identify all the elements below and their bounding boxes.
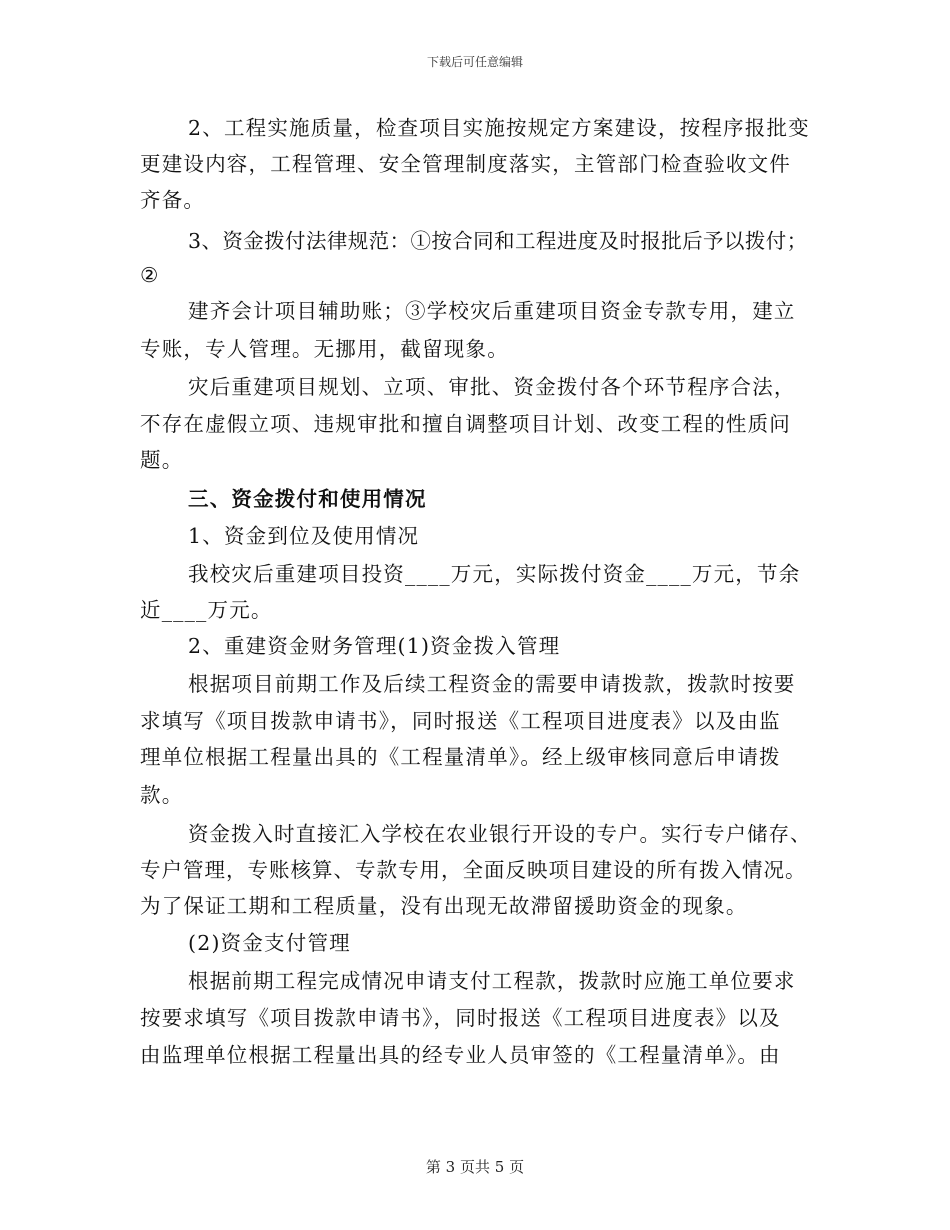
paragraph-line: 3、资金拨付法律规范：①按合同和工程进度及时报批后予以拨付； (188, 229, 808, 253)
subsection-heading: (2)资金支付管理 (188, 931, 351, 955)
paragraph-line: 根据项目前期工作及后续工程资金的需要申请拨款，拨款时按要 (188, 672, 796, 696)
paragraph-line: 专账，专人管理。无挪用，截留现象。 (140, 337, 509, 361)
paragraph-line: 更建设内容，工程管理、安全管理制度落实，主管部门检查验收文件 (140, 152, 791, 176)
paragraph-line: 不存在虚假立项、违规审批和擅自调整项目计划、改变工程的性质问 (140, 412, 791, 436)
paragraph-line: ② (140, 263, 160, 287)
paragraph-line: 齐备。 (140, 188, 206, 212)
paragraph-line: 我校灾后重建项目投资____万元，实际拨付资金____万元，节余 (188, 562, 801, 586)
paragraph-line: 资金拨入时直接汇入学校在农业银行开设的专户。实行专户储存、 (188, 822, 812, 846)
paragraph-line: 求填写《项目拨款申请书》，同时报送《工程项目进度表》以及由监 (140, 709, 781, 733)
subsection-heading: 2、重建资金财务管理(1)资金拨入管理 (188, 634, 561, 658)
paragraph-line: 为了保证工期和工程质量，没有出现无故滞留援助资金的现象。 (140, 894, 748, 918)
page-header: 下载后可任意编辑 (426, 55, 523, 69)
paragraph-line: 近____万元。 (140, 598, 273, 622)
subsection-heading: 1、资金到位及使用情况 (188, 524, 420, 548)
page-footer: 第 3 页共 5 页 (425, 1158, 525, 1176)
paragraph-line: 题。 (140, 448, 184, 472)
paragraph-line: 根据前期工程完成情况申请支付工程款，拨款时应施工单位要求 (188, 969, 796, 993)
paragraph-line: 2、工程实施质量，检查项目实施按规定方案建设，按程序报批变 (188, 116, 810, 140)
section-heading: 三、资金拨付和使用情况 (188, 487, 427, 511)
paragraph-line: 专户管理，专账核算、专款专用，全面反映项目建设的所有拨入情况。 (140, 858, 807, 882)
paragraph-line: 款。 (140, 783, 184, 807)
paragraph-line: 按要求填写《项目拨款申请书》，同时报送《工程项目进度表》以及 (140, 1006, 781, 1030)
paragraph-line: 建齐会计项目辅助账；③学校灾后重建项目资金专款专用，建立 (188, 299, 796, 323)
paragraph-line: 由监理单位根据工程量出具的经专业人员审签的《工程量清单》。由 (140, 1043, 781, 1067)
paragraph-line: 理单位根据工程量出具的《工程量清单》。经上级审核同意后申请拨 (140, 745, 781, 769)
paragraph-line: 灾后重建项目规划、立项、审批、资金拨付各个环节程序合法， (188, 375, 796, 399)
